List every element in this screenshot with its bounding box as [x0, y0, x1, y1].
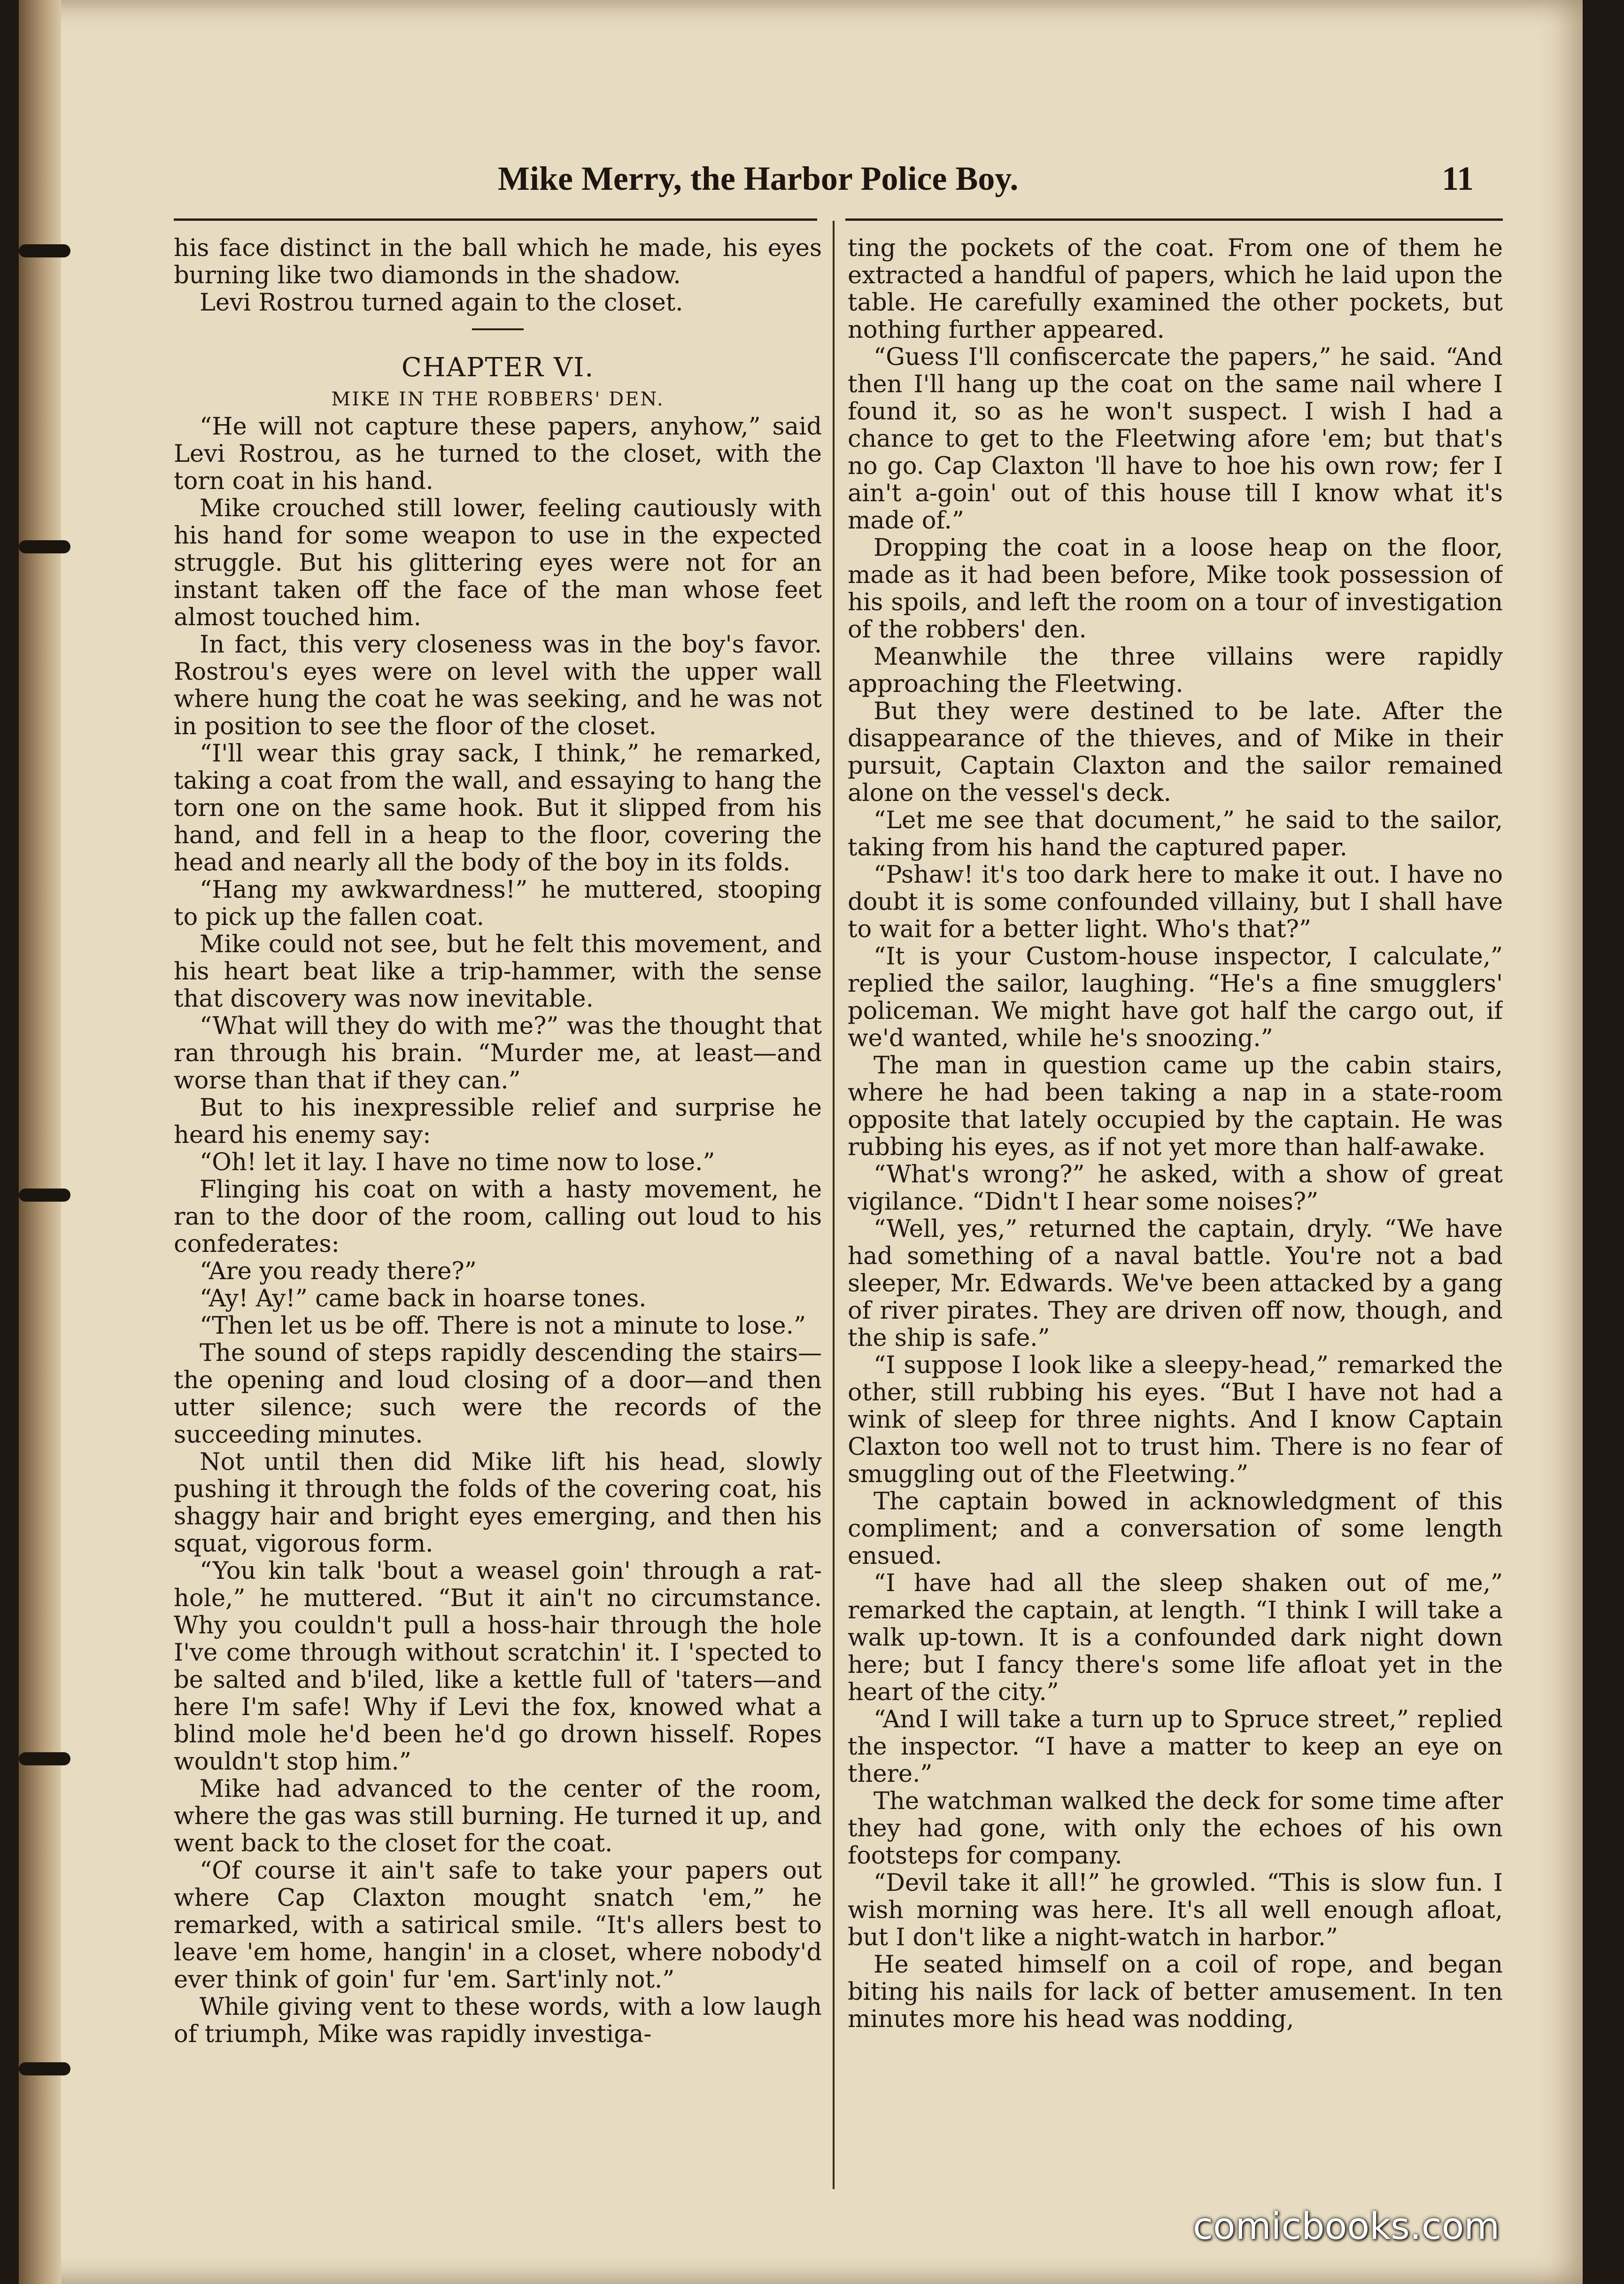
binding-stitch — [19, 540, 70, 553]
header-rule-left — [174, 218, 817, 221]
paragraph: “I suppose I look like a sleepy-head,” remarked the other, still rubbing his eyes. “But I have not had a wink of sleep for three nights. And I know Captain Claxton too well not to trust him. There is no fear of smuggling out of the Fleetwing.” — [848, 1352, 1503, 1488]
paragraph: Mike crouched still lower, feeling cautiously with his hand for some weapon to use in the expected struggle. But his glittering eyes were not for an instant taken off the face of the man whose feet almost touched him. — [174, 495, 822, 631]
binding-stitch — [19, 2062, 70, 2075]
paragraph: The captain bowed in acknowledgment of this compliment; and a conversation of some length ensued. — [848, 1488, 1503, 1570]
header-rule-right — [845, 218, 1503, 221]
paragraph: his face distinct in the ball which he made, his eyes burning like two diamonds in the shadow. — [174, 235, 822, 289]
paragraph: “Of course it ain't safe to take your papers out where Cap Claxton mought snatch 'em,” he remarked, with a satirical smile. “It's allers best to leave 'em home, hangin' in a closet, where nobody'd ever think of goin' fur 'em. Sart'inly not.” — [174, 1857, 822, 1994]
running-title: Mike Merry, the Harbor Police Boy. — [498, 160, 1019, 197]
chapter-heading: CHAPTER VI. — [401, 352, 595, 383]
chapter-subtitle: MIKE IN THE ROBBERS' DEN. — [331, 388, 665, 410]
paragraph: In fact, this very closeness was in the boy's favor. Rostrou's eyes were on level with the upper wall where hung the coat he was seeking, and he was not in position to see the floor of the closet. — [174, 631, 822, 740]
paragraph: But to his inexpressible relief and surprise he heard his enemy say: — [174, 1094, 822, 1149]
binding-stitch — [19, 244, 70, 257]
running-header — [19, 155, 1522, 211]
paragraph: While giving vent to these words, with a low laugh of triumph, Mike was rapidly investiga- — [174, 1993, 822, 2048]
paragraph: “I have had all the sleep shaken out of me,” remarked the captain, at length. “I think I will take a walk up-town. It is a confounded dark night down here; but I fancy there's some life afloat yet in the heart of the city.” — [848, 1569, 1503, 1706]
paragraph: “Let me see that document,” he said to the sailor, taking from his hand the captured paper. — [848, 807, 1503, 862]
paragraph: “Ay! Ay!” came back in hoarse tones. — [200, 1285, 647, 1313]
page-binding-edge — [19, 0, 61, 2284]
book-page — [19, 0, 1583, 2284]
paragraph: “Then let us be off. There is not a minute to lose.” — [200, 1312, 806, 1340]
paragraph: “Oh! let it lay. I have no time now to lose.” — [200, 1149, 715, 1176]
binding-stitch — [19, 1752, 70, 1765]
paragraph: Mike could not see, but he felt this movement, and his heart beat like a trip-hammer, with the sense that discovery was now inevitable. — [174, 931, 822, 1013]
chapter-separator — [472, 328, 524, 330]
paragraph: “I'll wear this gray sack, I think,” he remarked, taking a coat from the wall, and essaying to hang the torn one on the same hook. But it slipped from his hand, and fell in a heap to the floor, covering the head and nearly all the body of the boy in its folds. — [174, 740, 822, 877]
paragraph: Levi Rostrou turned again to the closet. — [200, 289, 683, 317]
paragraph: Meanwhile the three villains were rapidly approaching the Fleetwing. — [848, 643, 1503, 698]
paragraph: “It is your Custom-house inspector, I calculate,” replied the sailor, laughing. “He's a fine smugglers' policeman. We might have got half the cargo out, if we'd wanted, while he's snoozing.” — [848, 943, 1503, 1052]
right-column — [848, 235, 1503, 2208]
paragraph: The watchman walked the deck for some time after they had gone, with only the echoes of his own footsteps for company. — [848, 1787, 1503, 1870]
paragraph: “Hang my awkwardness!” he muttered, stooping to pick up the fallen coat. — [174, 876, 822, 931]
paragraph: Not until then did Mike lift his head, slowly pushing it through the folds of the covering coat, his shaggy hair and bright eyes emerging, and then his squat, vigorous form. — [174, 1448, 822, 1558]
left-column — [174, 235, 822, 2208]
paragraph: “What will they do with me?” was the thought that ran through his brain. “Murder me, at least—and worse than that if they can.” — [174, 1012, 822, 1095]
paragraph: “You kin talk 'bout a weasel goin' through a rat-hole,” he muttered. “But it ain't no circumstance. Why you couldn't pull a hoss-hair through the hole I've come through without scratchin' it. I 'spected to be salted and b'iled, like a kettle full of 'taters—and here I'm safe! Why if Levi the fox, knowed what a blind mole he'd been he'd go drown hisself. Ropes wouldn't stop him.” — [174, 1557, 822, 1776]
paragraph: “Devil take it all!” he growled. “This is slow fun. I wish morning was here. It's all well enough afloat, but I don't like a night-watch in harbor.” — [848, 1869, 1503, 1951]
paragraph: He seated himself on a coil of rope, and began biting his nails for lack of better amusement. In ten minutes more his head was nodding, — [848, 1951, 1503, 2033]
paragraph: The sound of steps rapidly descending the stairs—the opening and loud closing of a door—and then utter silence; such were the records of the succeeding minutes. — [174, 1339, 822, 1449]
paragraph: “What's wrong?” he asked, with a show of great vigilance. “Didn't I hear some noises?” — [848, 1161, 1503, 1216]
binding-stitch — [19, 1189, 70, 1202]
paragraph: But they were destined to be late. After the disappearance of the thieves, and of Mike in their pursuit, Captain Claxton and the sailor remained alone on the vessel's deck. — [848, 698, 1503, 807]
paragraph: The man in question came up the cabin stairs, where he had been taking a nap in a state-room opposite that lately occupied by the captain. He was rubbing his eyes, as if not yet more than half-awake. — [848, 1052, 1503, 1161]
paragraph: Flinging his coat on with a hasty movement, he ran to the door of the room, calling out loud to his confederates: — [174, 1176, 822, 1258]
page-number: 11 — [1442, 160, 1474, 197]
paragraph: “Guess I'll confiscercate the papers,” he said. “And then I'll hang up the coat on the same nail where I found it, so as he won't suspect. I wish I had a chance to get to the Fleetwing afore 'em; but that's no go. Cap Claxton 'll have to hoe his own row; fer I ain't a-goin' out of this house till I know what it's made of.” — [848, 343, 1503, 535]
paragraph: “He will not capture these papers, anyhow,” said Levi Rostrou, as he turned to the closet, with the torn coat in his hand. — [174, 413, 822, 495]
column-divider — [833, 221, 835, 2189]
paragraph: Dropping the coat in a loose heap on the floor, made as it had been before, Mike took possession of his spoils, and left the room on a tour of investigation of the robbers' den. — [848, 534, 1503, 644]
site-watermark: comicbooks.com — [1193, 2206, 1500, 2248]
paragraph: “And I will take a turn up to Spruce street,” replied the inspector. “I have a matter to keep an eye on there.” — [848, 1706, 1503, 1788]
paragraph: “Pshaw! it's too dark here to make it out. I have no doubt it is some confounded villainy, but I shall have to wait for a better light. Who's that?” — [848, 861, 1503, 943]
paragraph: Mike had advanced to the center of the room, where the gas was still burning. He turned it up, and went back to the closet for the coat. — [174, 1775, 822, 1857]
paragraph: “Well, yes,” returned the captain, dryly. “We have had something of a naval battle. You're not a bad sleeper, Mr. Edwards. We've been attacked by a gang of river pirates. They are driven off now, though, and the ship is safe.” — [848, 1215, 1503, 1352]
paragraph: “Are you ready there?” — [200, 1258, 477, 1285]
paragraph: ting the pockets of the coat. From one of them he extracted a handful of papers, which he laid upon the table. He carefully examined the other pockets, but nothing further appeared. — [848, 235, 1503, 344]
